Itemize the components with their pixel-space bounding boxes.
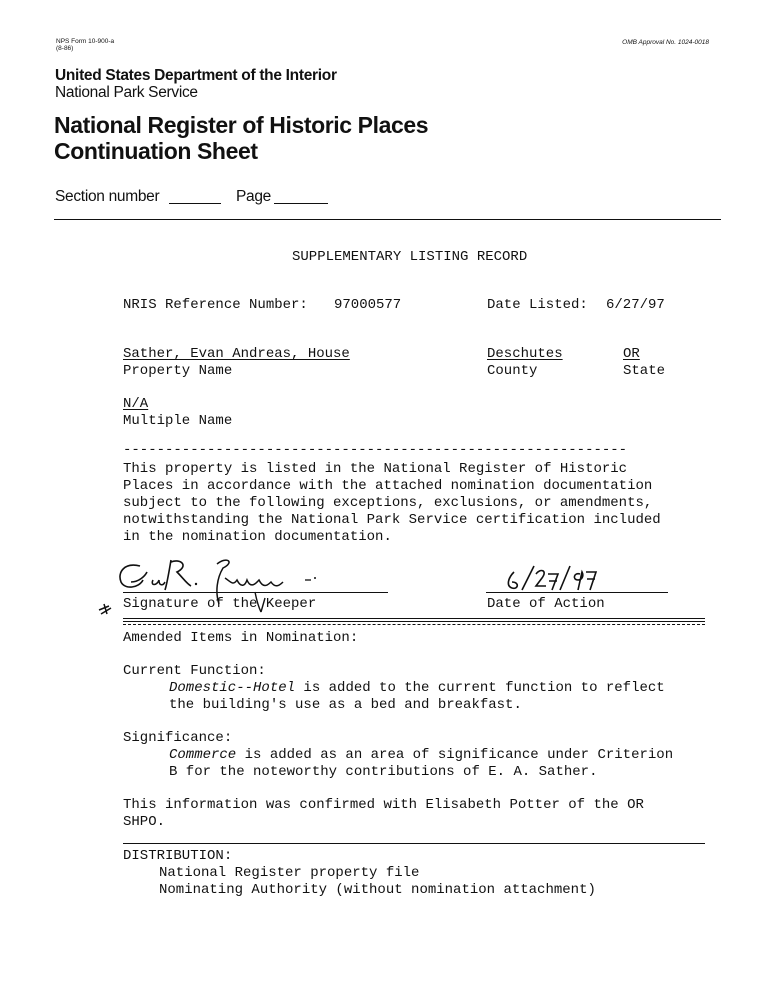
form-subtitle: Continuation Sheet xyxy=(54,138,258,164)
signature-line xyxy=(123,592,388,593)
significance-label: Significance: xyxy=(123,730,233,746)
statement-line-1: This property is listed in the National Register of Historic xyxy=(123,461,628,477)
county-value: Deschutes xyxy=(487,346,563,362)
page-label: Page xyxy=(236,188,271,205)
significance-italic: Commerce xyxy=(169,747,237,763)
amended-items-heading: Amended Items in Nomination: xyxy=(123,630,359,646)
significance-line-2: B for the noteworthy contributions of E. A. Sather. xyxy=(169,764,598,780)
record-heading: SUPPLEMENTARY LISTING RECORD xyxy=(292,249,528,265)
property-name-value: Sather, Evan Andreas, House xyxy=(123,346,350,362)
property-name-label: Property Name xyxy=(123,363,233,379)
date-of-action-label: Date of Action xyxy=(487,596,605,612)
state-label: State xyxy=(623,363,666,379)
dashed-divider: ------------------------------------------------------------ xyxy=(123,442,628,458)
section-number-blank xyxy=(169,203,221,204)
significance-rest: is added as an area of significance under Criterion xyxy=(236,747,674,763)
multiple-name-label: Multiple Name xyxy=(123,413,233,429)
statement-line-2: Places in accordance with the attached nomination documentation xyxy=(123,478,653,494)
date-of-action-line xyxy=(486,592,668,593)
form-date: (8-86) xyxy=(56,45,74,52)
significance-line-1 xyxy=(169,747,673,764)
confirmation-line-2: SHPO. xyxy=(123,814,166,830)
current-function-label: Current Function: xyxy=(123,663,266,679)
distribution-heading: DISTRIBUTION: xyxy=(123,848,233,864)
statement-line-4: notwithstanding the National Park Service certification included xyxy=(123,512,661,528)
double-rule xyxy=(123,618,705,622)
nris-label: NRIS Reference Number: xyxy=(123,297,308,313)
current-function-italic: Domestic--Hotel xyxy=(169,680,296,696)
current-function-line-2: the building's use as a bed and breakfast. xyxy=(169,697,522,713)
multiple-name-value: N/A xyxy=(123,396,149,412)
state-value: OR xyxy=(623,346,640,362)
county-label: County xyxy=(487,363,538,379)
date-of-action-text xyxy=(490,566,549,583)
omb-approval: OMB Approval No. 1024-0018 xyxy=(622,39,709,46)
statement-line-3: subject to the following exceptions, exclusions, or amendments, xyxy=(123,495,653,511)
distribution-item-1: National Register property file xyxy=(159,865,420,881)
distribution-item-2: Nominating Authority (without nomination attachment) xyxy=(159,882,596,898)
current-function-line-1 xyxy=(169,680,665,697)
department-name: United States Department of the Interior xyxy=(55,67,337,84)
form-number: NPS Form 10-900-a xyxy=(56,38,115,45)
date-listed-value: 6/27/97 xyxy=(606,297,665,313)
page-blank xyxy=(274,203,328,204)
form-title: National Register of Historic Places xyxy=(54,112,429,138)
distribution-rule xyxy=(123,843,705,844)
current-function-rest: is added to the current function to reflect xyxy=(295,680,665,696)
header-rule xyxy=(54,219,721,220)
statement-line-5: in the nomination documentation. xyxy=(123,529,392,545)
agency-name: National Park Service xyxy=(55,84,198,101)
date-listed-label: Date Listed: xyxy=(487,297,588,313)
signature-label: Signature of the Keeper xyxy=(123,596,317,612)
double-rule-dashes xyxy=(123,624,705,625)
nris-value: 97000577 xyxy=(334,297,402,313)
confirmation-line-1: This information was confirmed with Elisabeth Potter of the OR xyxy=(123,797,644,813)
section-number-label: Section number xyxy=(55,188,160,205)
